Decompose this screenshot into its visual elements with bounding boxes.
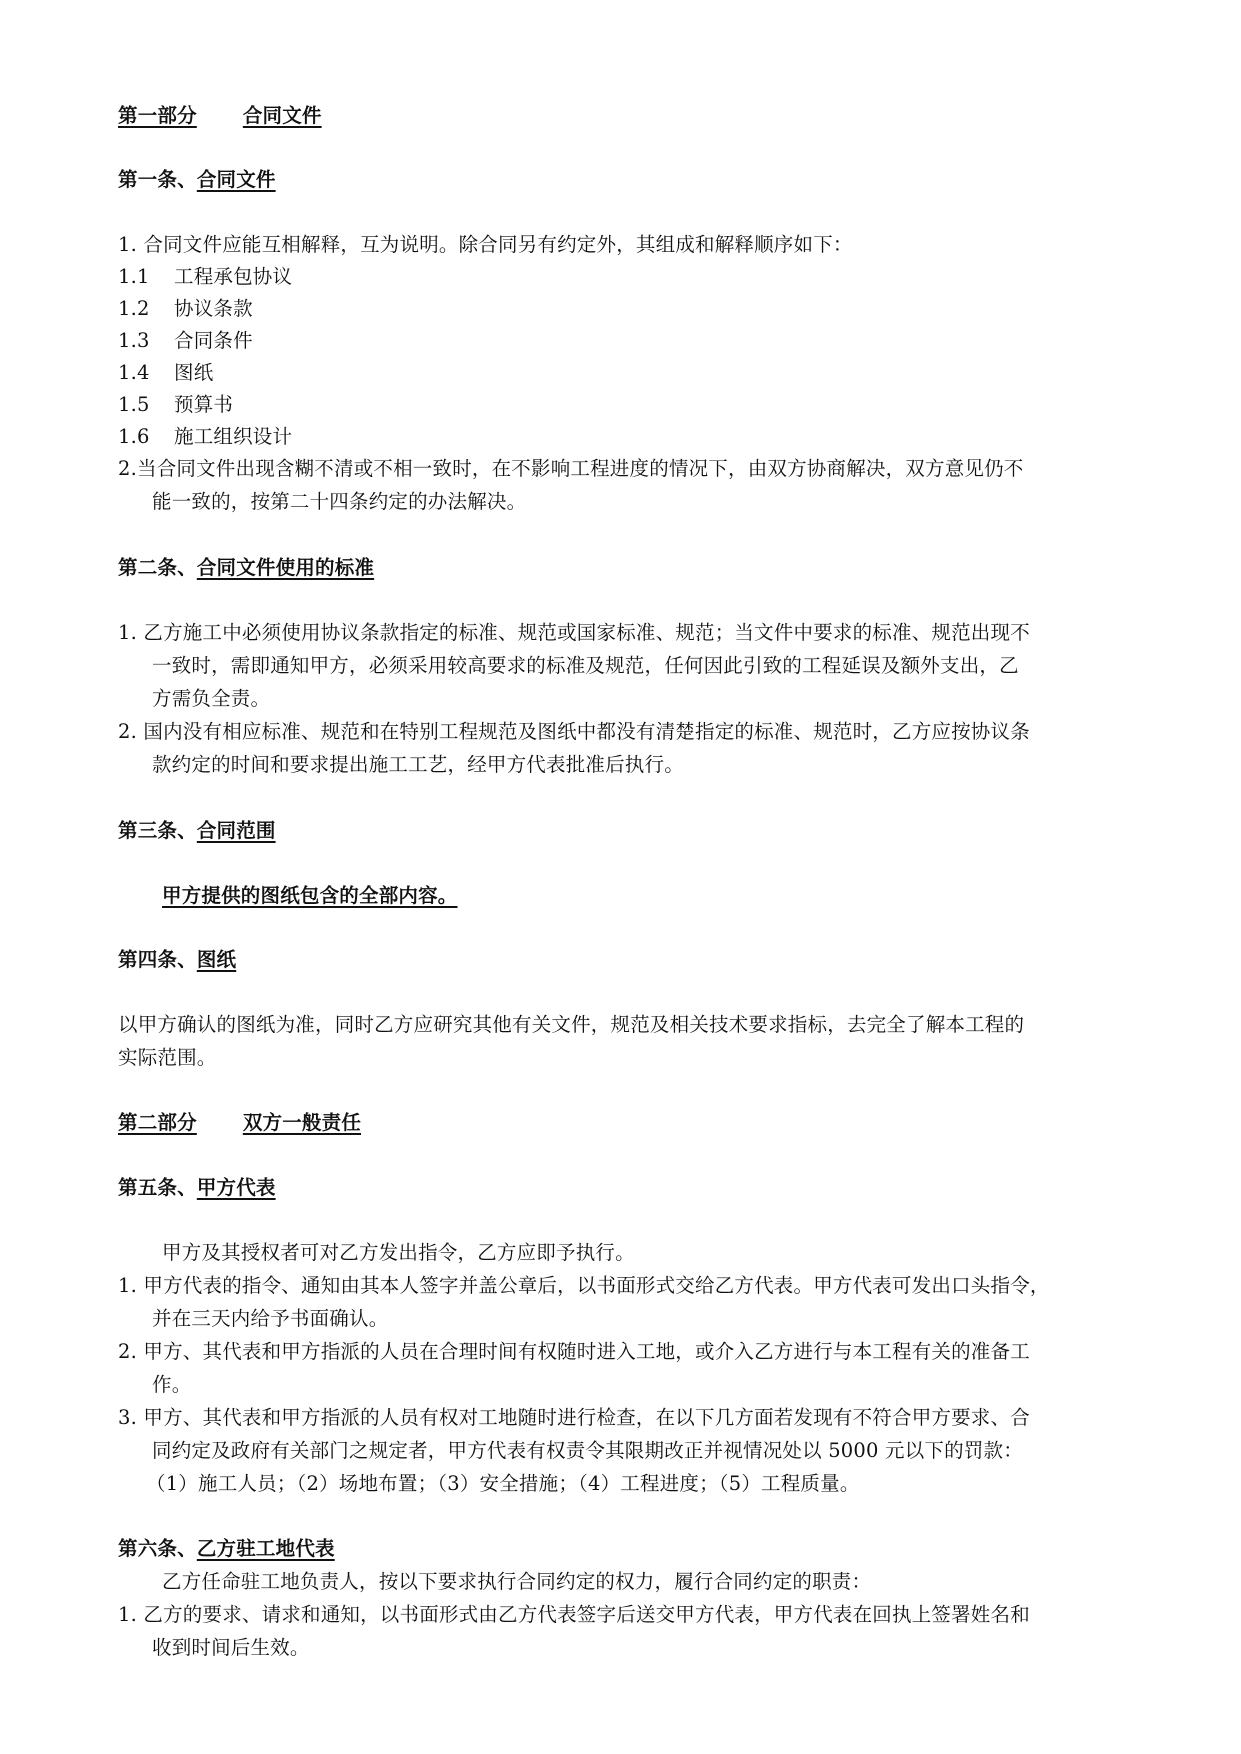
article1-item <box>118 264 292 290</box>
article4-title: 图纸 <box>196 948 237 971</box>
item-text: 合同条件 <box>174 329 253 352</box>
article3-title: 合同范围 <box>196 819 276 842</box>
item-number: 1.1 <box>118 265 150 288</box>
part2-heading <box>118 1110 361 1136</box>
article2-heading <box>118 555 374 581</box>
article5-intro: 甲方及其授权者可对乙方发出指令，乙方应即予执行。 <box>162 1241 635 1264</box>
part2-title: 双方一般责任 <box>242 1111 362 1134</box>
article4-label: 第四条、 <box>118 948 197 971</box>
item-number: 1.4 <box>118 361 150 384</box>
item-number: 1.2 <box>118 297 150 320</box>
article1-label: 第一条、 <box>118 168 197 191</box>
article2-para1-line3: 方需负全责。 <box>152 687 271 710</box>
article6-para1-line2: 收到时间后生效。 <box>152 1636 310 1659</box>
article6-title: 乙方驻工地代表 <box>196 1537 335 1560</box>
article2-para2-line2: 款约定的时间和要求提出施工工艺，经甲方代表批准后执行。 <box>152 753 684 776</box>
article2-label: 第二条、 <box>118 556 197 579</box>
article5-para1-line2: 并在三天内给予书面确认。 <box>152 1307 389 1330</box>
article1-heading <box>118 167 276 193</box>
article4-line1: 以甲方确认的图纸为准，同时乙方应研究其他有关文件，规范及相关技术要求指标，去完全了解本工程的 <box>118 1013 1025 1036</box>
article5-para2-line1: 2. 甲方、其代表和甲方指派的人员在合理时间有权随时进入工地，或介入乙方进行与本工程有关的准备工 <box>118 1340 1030 1363</box>
article6-heading <box>118 1536 335 1562</box>
item-text: 工程承包协议 <box>174 265 293 288</box>
article1-intro: 1. 合同文件应能互相解释，互为说明。除合同另有约定外，其组成和解释顺序如下： <box>118 233 853 256</box>
item-text: 协议条款 <box>174 297 253 320</box>
article1-item <box>118 296 253 322</box>
part1-label: 第一部分 <box>118 104 197 127</box>
part1-heading <box>118 103 322 129</box>
article1-item <box>118 424 292 450</box>
article1-para2-line2: 能一致的，按第二十四条约定的办法解决。 <box>152 490 527 513</box>
article5-para2-line2: 作。 <box>152 1373 192 1396</box>
article5-para3-line3: （1）施工人员；（2）场地布置；（3）安全措施；（4）工程进度；（5）工程质量。 <box>146 1472 860 1495</box>
part2-label: 第二部分 <box>118 1111 197 1134</box>
article5-para1-line1: 1. 甲方代表的指令、通知由其本人签字并盖公章后，以书面形式交给乙方代表。甲方代表可发出口头指令， <box>118 1274 1050 1297</box>
article2-para1-line2: 一致时，需即通知甲方，必须采用较高要求的标准及规范，任何因此引致的工程延误及额外支出，乙 <box>152 654 1019 677</box>
item-number: 1.3 <box>118 329 150 352</box>
item-number: 1.6 <box>118 425 150 448</box>
article6-label: 第六条、 <box>118 1537 197 1560</box>
article4-heading <box>118 947 236 973</box>
article5-heading <box>118 1175 276 1201</box>
article3-content: 甲方提供的图纸包含的全部内容。 <box>162 884 458 907</box>
article2-para1-line1: 1. 乙方施工中必须使用协议条款指定的标准、规范或国家标准、规范；当文件中要求的标准、规范出现不 <box>118 621 1030 644</box>
article3-label: 第三条、 <box>118 819 197 842</box>
article1-item <box>118 360 213 386</box>
article5-para3-line1: 3. 甲方、其代表和甲方指派的人员有权对工地随时进行检查，在以下几方面若发现有不符合甲方要求、合 <box>118 1406 1030 1429</box>
article3-heading <box>118 818 276 844</box>
part1-title: 合同文件 <box>242 104 322 127</box>
article1-para2-line1: 2.当合同文件出现含糊不清或不相一致时，在不影响工程进度的情况下，由双方协商解决，双方意见仍不 <box>118 457 1024 480</box>
item-text: 预算书 <box>174 393 234 416</box>
item-text: 施工组织设计 <box>174 425 293 448</box>
article4-line2: 实际范围。 <box>118 1046 217 1069</box>
article1-title: 合同文件 <box>196 168 276 191</box>
article5-para3-line2: 同约定及政府有关部门之规定者，甲方代表有权责令其限期改正并视情况处以 5000 元以下的罚款： <box>152 1439 1023 1462</box>
article5-label: 第五条、 <box>118 1176 197 1199</box>
article2-para2-line1: 2. 国内没有相应标准、规范和在特别工程规范及图纸中都没有清楚指定的标准、规范时，乙方应按协议条 <box>118 720 1030 743</box>
item-number: 1.5 <box>118 393 150 416</box>
article5-title: 甲方代表 <box>196 1176 276 1199</box>
article6-para1-line1: 1. 乙方的要求、请求和通知，以书面形式由乙方代表签字后送交甲方代表，甲方代表在回执上签署姓名和 <box>118 1603 1030 1626</box>
article1-item <box>118 392 233 418</box>
article2-title: 合同文件使用的标准 <box>196 556 375 579</box>
article6-intro: 乙方任命驻工地负责人，按以下要求执行合同约定的权力，履行合同约定的职责： <box>162 1570 872 1593</box>
article1-item <box>118 328 253 354</box>
item-text: 图纸 <box>174 361 214 384</box>
